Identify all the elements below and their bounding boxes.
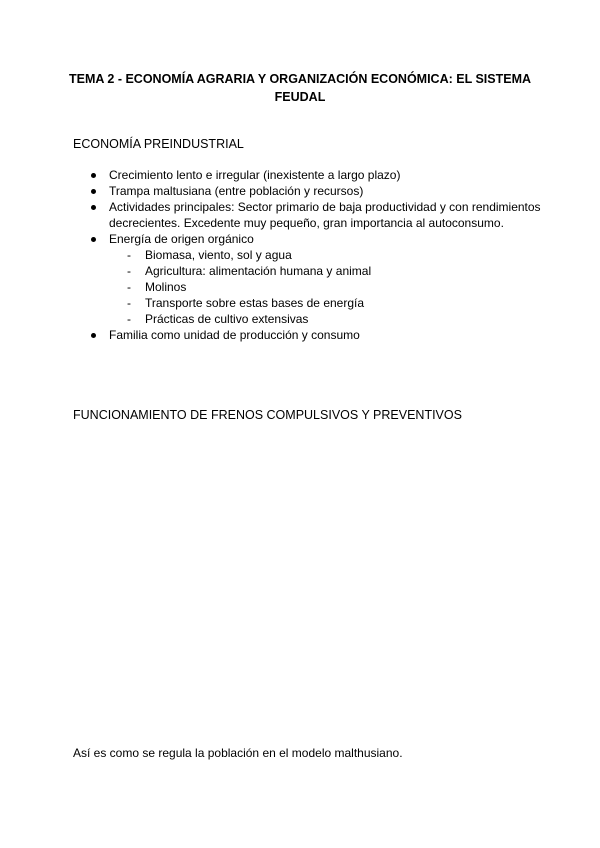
footer-paragraph: Así es como se regula la población en el modelo malthusiano. xyxy=(73,746,403,760)
dash-marker: - xyxy=(127,248,131,262)
bullet-icon xyxy=(91,173,96,178)
sub-list-item xyxy=(109,279,543,295)
list-item-text: Crecimiento lento e irregular (inexistente a largo plazo) xyxy=(109,168,401,182)
bullet-icon xyxy=(91,189,96,194)
dash-marker: - xyxy=(127,296,131,310)
dash-marker: - xyxy=(127,280,131,294)
list-item xyxy=(73,327,543,343)
sub-list-item xyxy=(109,263,543,279)
sub-list-item-text: Prácticas de cultivo extensivas xyxy=(145,312,309,326)
list-item xyxy=(73,231,543,327)
dash-marker: - xyxy=(127,264,131,278)
bullet-icon xyxy=(91,237,96,242)
sub-list-item-text: Molinos xyxy=(145,280,187,294)
sub-list-item xyxy=(109,295,543,311)
section-heading-frenos: FUNCIONAMIENTO DE FRENOS COMPULSIVOS Y PREVENTIVOS xyxy=(73,408,462,422)
sub-list-item xyxy=(109,247,543,263)
list-item-text: Trampa maltusiana (entre población y recursos) xyxy=(109,184,364,198)
list-item-text: Energía de origen orgánico xyxy=(109,232,254,246)
sub-list-item xyxy=(109,311,543,327)
list-item-text: Familia como unidad de producción y consumo xyxy=(109,328,360,342)
dash-marker: - xyxy=(127,312,131,326)
sub-list-item-text: Agricultura: alimentación humana y animal xyxy=(145,264,372,278)
sub-list-item-text: Biomasa, viento, sol y agua xyxy=(145,248,292,262)
sub-list xyxy=(109,247,543,327)
bullet-icon xyxy=(91,333,96,338)
section-heading-preindustrial: ECONOMÍA PREINDUSTRIAL xyxy=(73,137,244,151)
list-item xyxy=(73,183,543,199)
list-item xyxy=(73,199,543,231)
document-title: TEMA 2 - ECONOMÍA AGRARIA Y ORGANIZACIÓN ECONÓMICA: EL SISTEMA FEUDAL xyxy=(68,72,532,104)
list-item xyxy=(73,167,543,183)
bullet-icon xyxy=(91,205,96,210)
list-item-text: Actividades principales: Sector primario de baja productividad y con rendimientos decrecientes. Excedente muy pequeño, gran importancia al autoconsumo. xyxy=(109,200,541,230)
bullet-list xyxy=(73,167,543,343)
sub-list-item-text: Transporte sobre estas bases de energía xyxy=(145,296,365,310)
